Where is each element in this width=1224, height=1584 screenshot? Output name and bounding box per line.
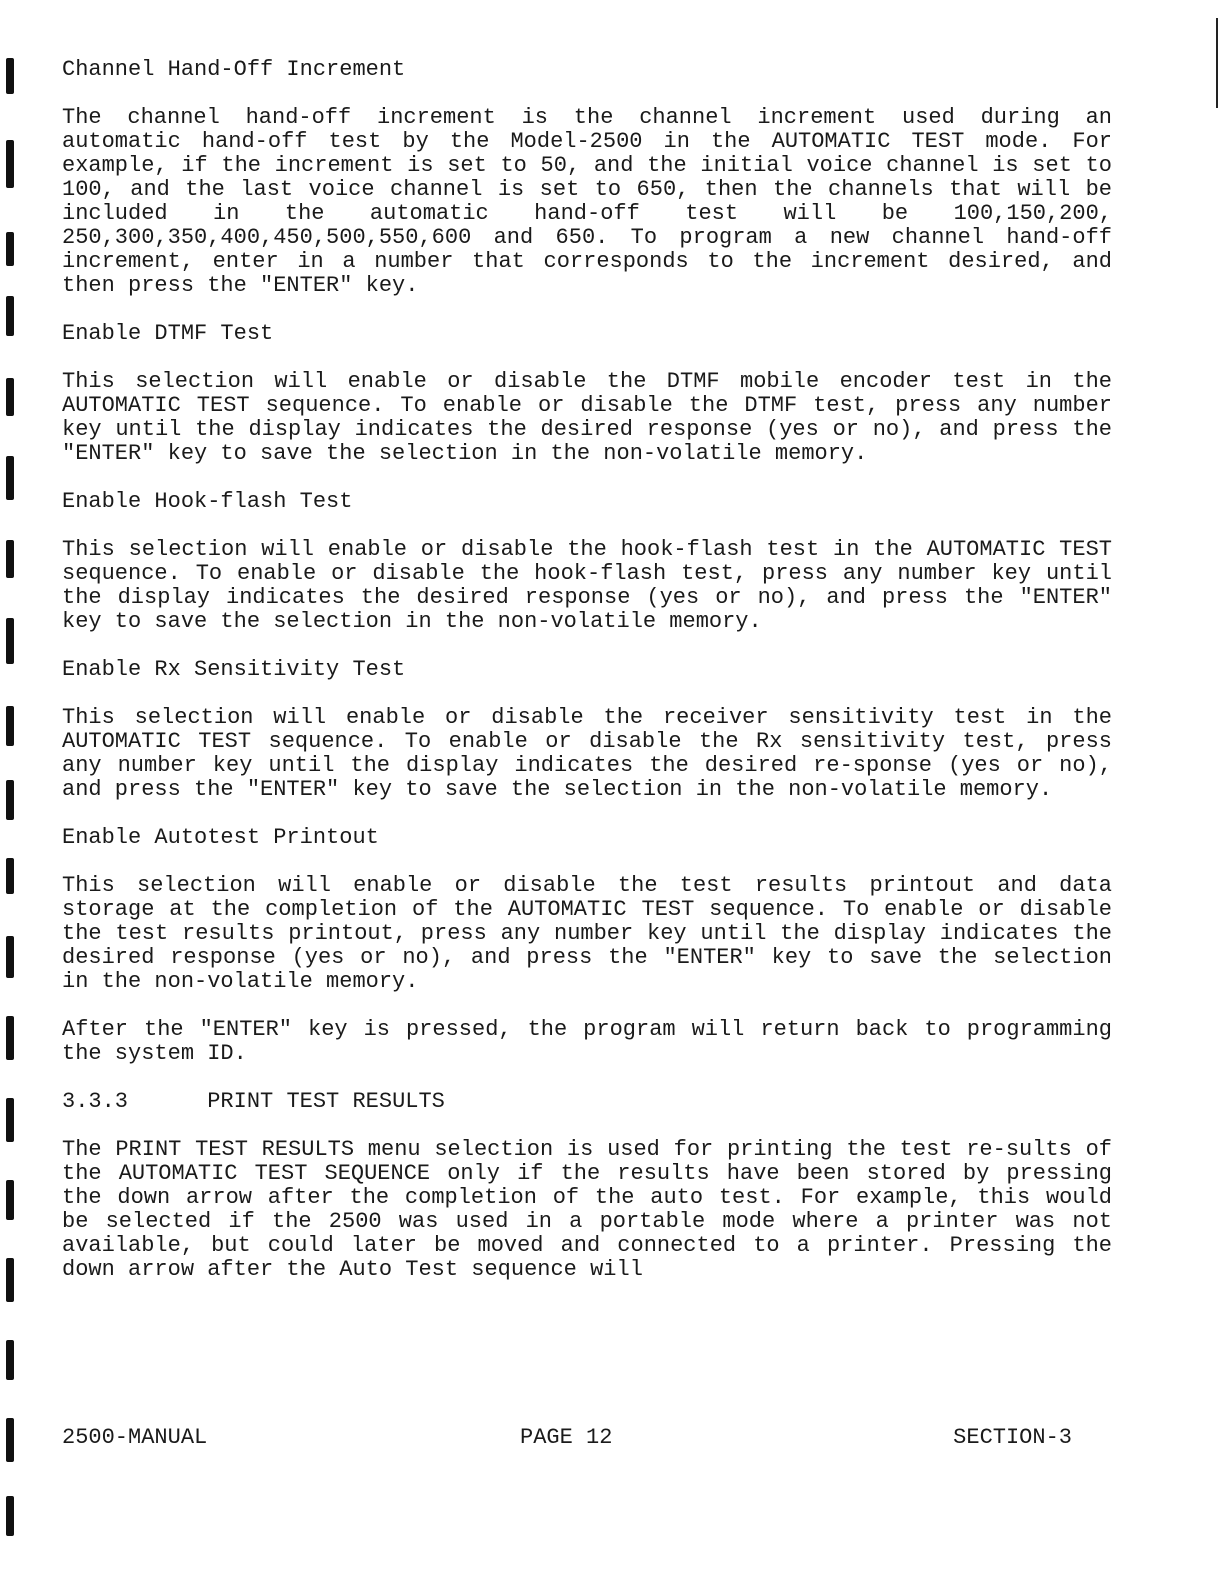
footer-page-label: PAGE — [520, 1425, 573, 1450]
binding-mark — [6, 1340, 14, 1380]
binding-mark — [6, 378, 14, 416]
binding-mark — [6, 456, 14, 500]
section-paragraph: The channel hand-off increment is the channel increment used during an automatic hand-off test by the Model-2500 in the AUTOMATIC TEST mode. For example, if the increment is set to 50, and the initial voice channel is set to 100, and the last voice channel is set to 650, then the channels that will be included in the automatic hand-off test will be 100,150,200, 250,300,350,400,450,500,550,600 and 650. To program a new channel hand-off increment, enter in a number that corresponds to the increment desired, and then press the "ENTER" key. — [62, 105, 1112, 298]
section-paragraph: This selection will enable or disable the receiver sensitivity test in the AUTOMATIC TEST sequence. To enable or disable the Rx sensitivity test, press any number key until the display indicates the desired re-sponse (yes or no), and press the "ENTER" key to save the selection in the non-volatile memory. — [62, 705, 1112, 802]
footer-page-number: 12 — [586, 1425, 613, 1450]
section-heading: Enable Hook-flash Test — [62, 489, 353, 514]
subsection-paragraph: The PRINT TEST RESULTS menu selection is used for printing the test re-sults of the AUTOMATIC TEST SEQUENCE only if the results have been stored by pressing the down arrow after the completion of the auto test. For example, this would be selected if the 2500 was used in a portable mode where a printer was not available, but could later be moved and connected to a printer. Pressing the down arrow after the Auto Test sequence will — [62, 1137, 1112, 1282]
binding-mark — [6, 1098, 14, 1142]
binding-mark — [6, 58, 14, 94]
footer-page — [520, 1426, 612, 1450]
binding-mark — [6, 780, 14, 820]
binding-mark — [6, 1016, 14, 1060]
binding-mark — [6, 1496, 14, 1536]
binding-mark — [6, 618, 14, 664]
section-enable-dtmf — [62, 322, 1112, 466]
binding-mark — [6, 540, 14, 578]
footer-section: SECTION-3 — [953, 1425, 1072, 1450]
binding-mark — [6, 1418, 14, 1462]
page-edge-line — [1216, 18, 1218, 108]
section-heading: Enable DTMF Test — [62, 321, 274, 346]
footer-doc-name: 2500-MANUAL — [62, 1425, 208, 1450]
binding-mark — [6, 1258, 14, 1302]
binding-mark — [6, 232, 14, 266]
section-heading: Enable Autotest Printout — [62, 825, 379, 850]
section-heading: Channel Hand-Off Increment — [62, 57, 406, 82]
subsection-number: 3.3.3 — [62, 1089, 129, 1114]
section-enable-autotest-printout — [62, 826, 1112, 1066]
subsection-heading — [62, 1090, 1112, 1114]
section-channel-hand-off — [62, 58, 1112, 298]
binding-mark — [6, 296, 14, 336]
section-paragraph: This selection will enable or disable the hook-flash test in the AUTOMATIC TEST sequence. To enable or disable the hook-flash test, press any number key until the display indicates the desired response (yes or no), and press the "ENTER" key to save the selection in the non-volatile memory. — [62, 537, 1112, 634]
subsection-print-test-results — [62, 1090, 1112, 1282]
section-heading: Enable Rx Sensitivity Test — [62, 657, 406, 682]
binding-mark — [6, 1180, 14, 1220]
page-content — [62, 58, 1112, 1306]
subsection-title: PRINT TEST RESULTS — [207, 1089, 445, 1114]
section-paragraph: This selection will enable or disable the test results printout and data storage at the completion of the AUTOMATIC TEST sequence. To enable or disable the test results printout, press any number key until the display indicates the desired response (yes or no), and press the "ENTER" key to save the selection in the non-volatile memory. — [62, 873, 1112, 994]
section-enable-rx-sensitivity — [62, 658, 1112, 802]
section-paragraph: This selection will enable or disable the DTMF mobile encoder test in the AUTOMATIC TEST sequence. To enable or disable the DTMF test, press any number key until the display indicates the desired response (yes or no), and press the "ENTER" key to save the selection in the non-volatile memory. — [62, 369, 1112, 466]
section-enable-hook-flash — [62, 490, 1112, 634]
section-paragraph: After the "ENTER" key is pressed, the program will return back to programming the system ID. — [62, 1017, 1112, 1066]
binding-mark — [6, 936, 14, 978]
binding-mark — [6, 706, 14, 746]
binding-mark — [6, 858, 14, 894]
binding-mark — [6, 140, 14, 188]
